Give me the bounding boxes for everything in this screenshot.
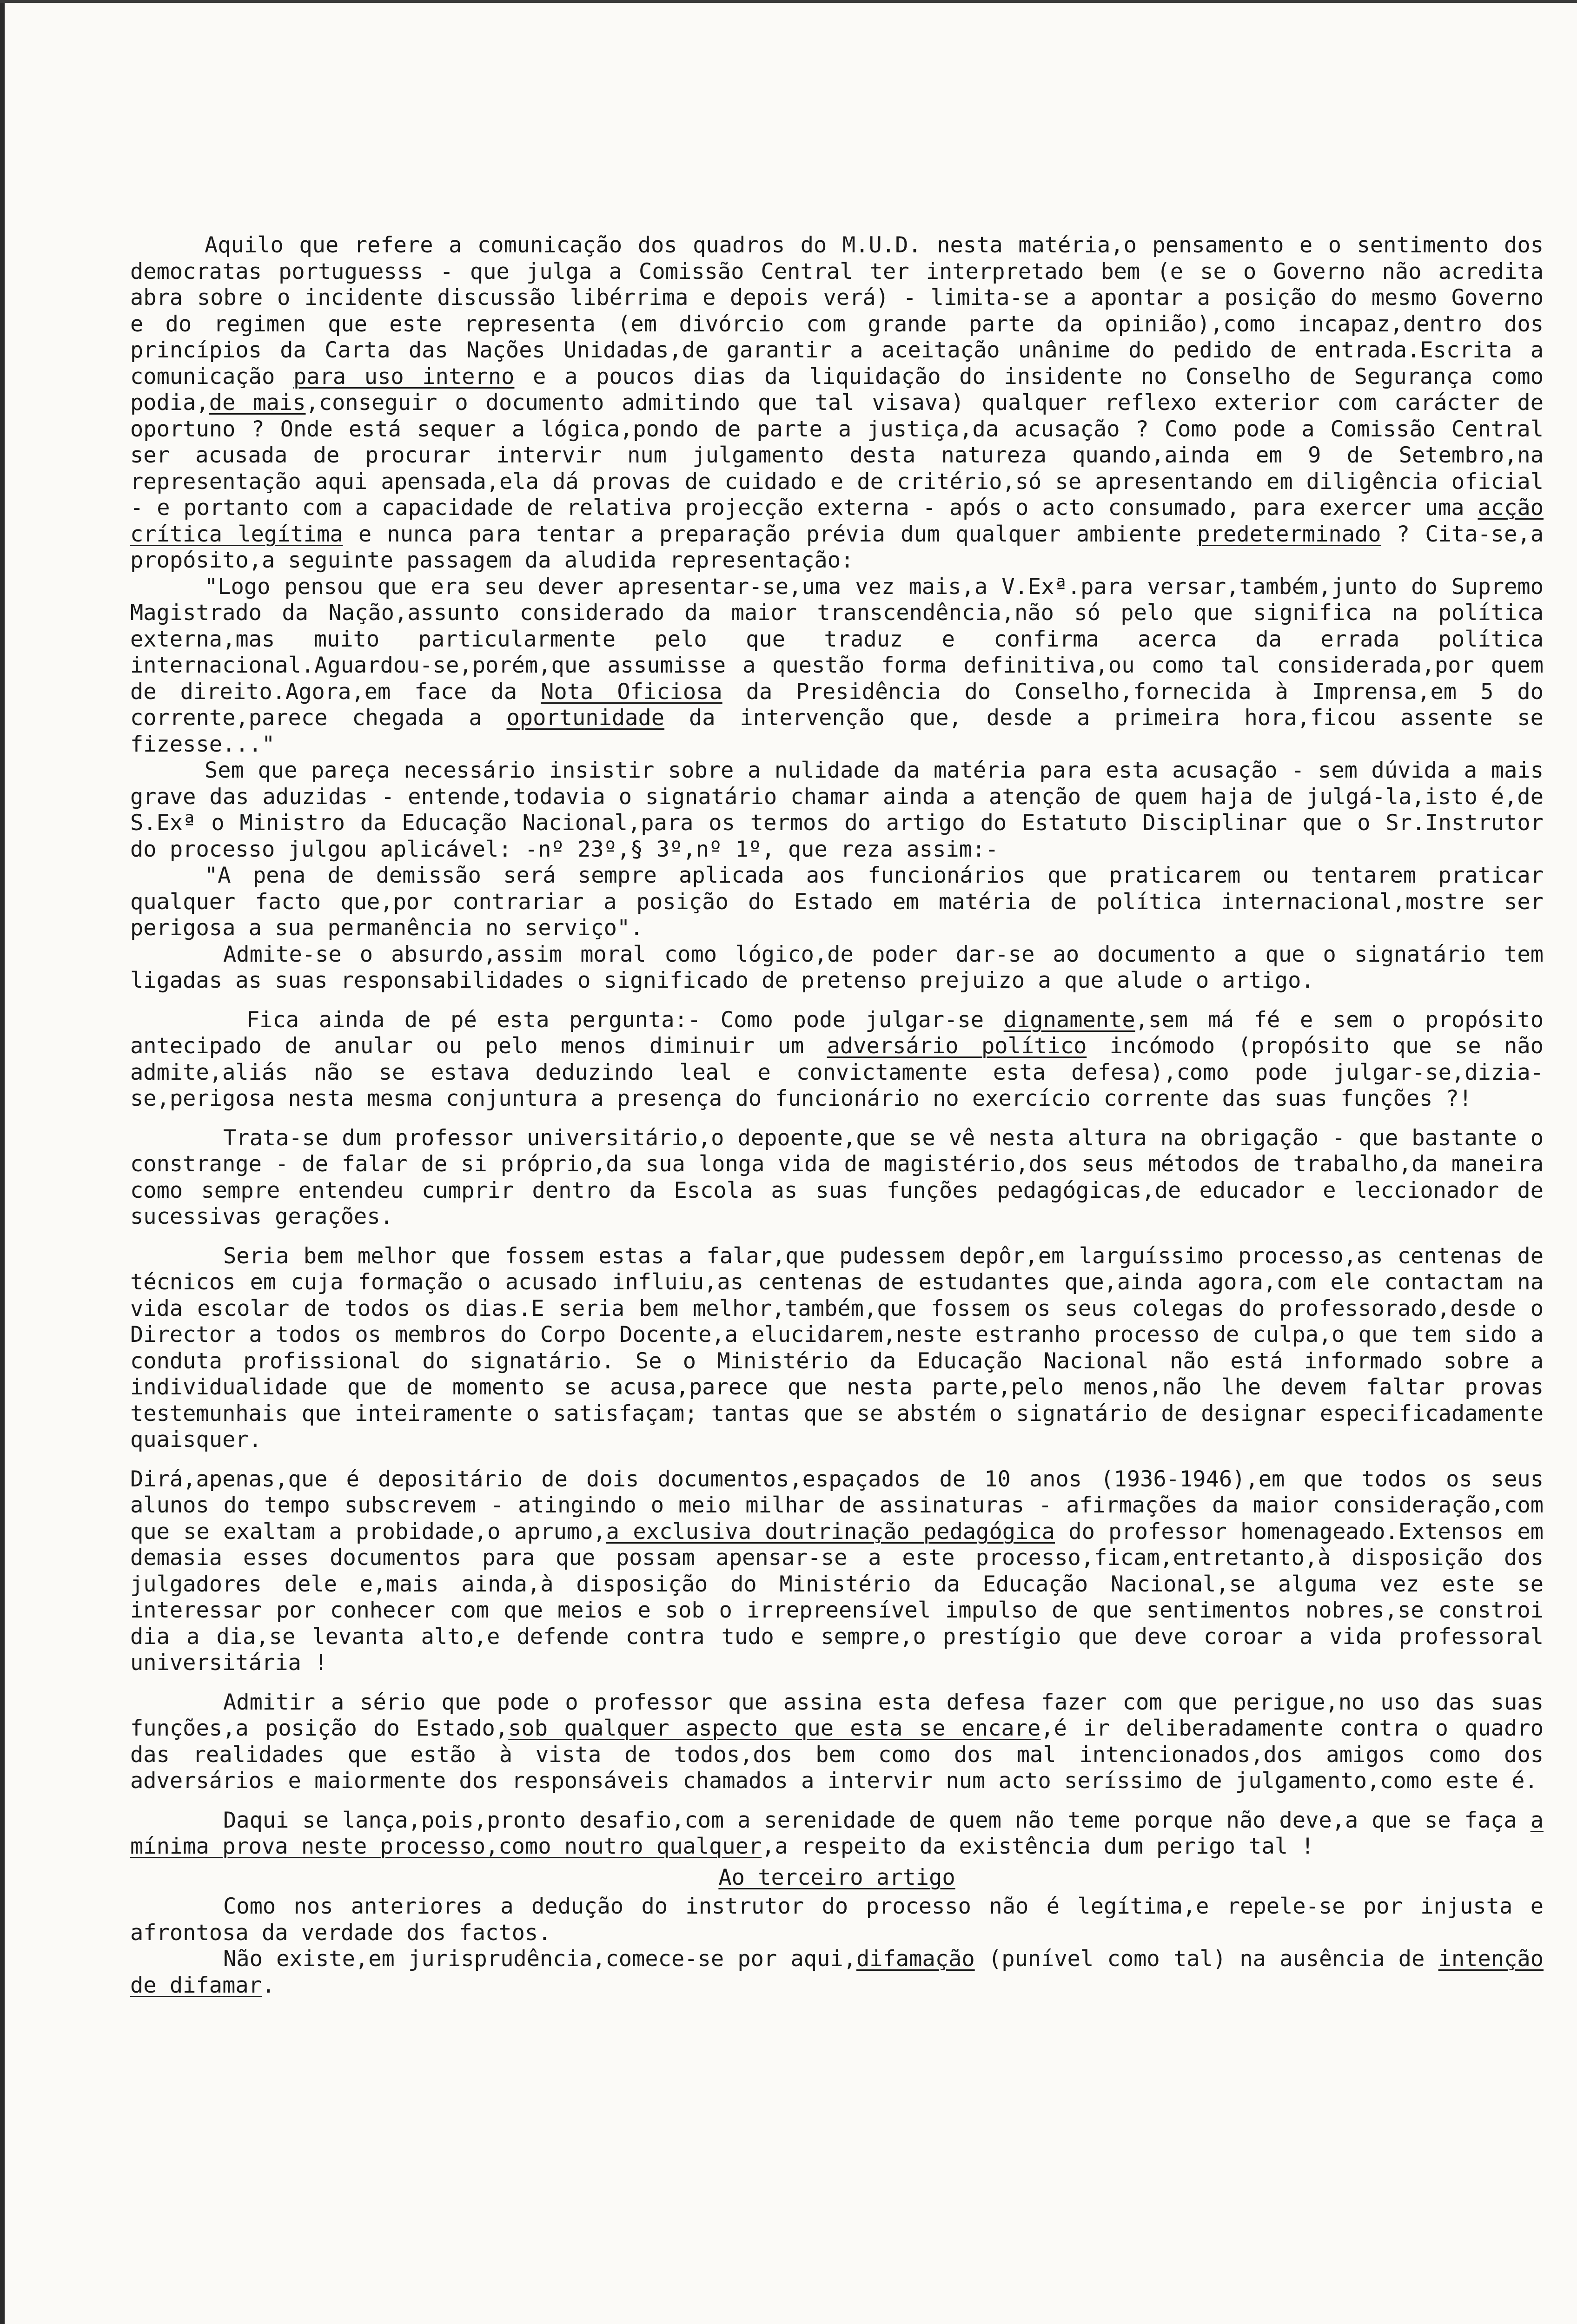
underlined-text: dignamente [1003,1007,1135,1033]
paragraph [130,942,1544,994]
text-segment: Admitir a sério que pode o professor que assina esta defesa fazer com que perigue,no uso das suas funções,a posição do Estado, [130,1689,1544,1741]
text-segment: e a poucos dias da liquidação do insidente no Conselho de Segurança como podia, [130,363,1544,416]
quoted-paragraph [130,574,1544,758]
underlined-text: acção crítica legítima [130,495,1544,547]
quoted-paragraph [130,863,1544,942]
text-segment: . [261,1972,275,1998]
text-segment: Aquilo que refere a comunicação dos quadros do M.U.D. nesta matéria,o pensamento e o sentimento dos democratas portuguesss - que julga a Comissão Central ter interpretado bem (e se o Governo não acredita abra sobre o incidente discussão libérrima e depois verá) - limita-se a apontar a posição do mesmo Governo e do regimen que este representa (em divórcio com grande parte da opinião),como incapaz,dentro dos princípios da Carta das Nações Unidadas,de garantir a aceitação unânime do pedido de entrada.Escrita a comunicação [130,232,1544,390]
paragraph [130,1690,1544,1795]
text-segment: ? Cita-se,a propósito,a seguinte passagem da aludida representação: [130,521,1544,573]
underlined-text: de mais [209,390,306,416]
paragraph [130,1946,1544,1999]
paragraph [130,1125,1544,1230]
text-segment: Como nos anteriores a dedução do instrutor do processo não é legítima,e repele-se por injusta e afrontosa da verdade dos factos. [130,1894,1544,1946]
underlined-text: Ao terceiro artigo [718,1864,955,1890]
underlined-text: a mínima prova neste processo,como noutro qualquer [130,1807,1544,1859]
text-segment: Admite-se o absurdo,assim moral como lógico,de poder dar-se ao documento a que o signatário tem ligadas as suas responsabilidades o significado de pretenso prejuizo a que alude o artigo. [130,941,1544,993]
section-heading [130,1865,1544,1891]
text-segment: Daqui se lança,pois,pronto desafio,com a serenidade de quem não teme porque não deve,a que se faça [223,1807,1531,1833]
text-segment: do professor homenageado.Extensos em demasia esses documentos para que possam apensar-se a este processo,ficam,entretanto,à disposição dos julgadores dele e,mais ainda,à disposição do Ministério da Educação Nacional,se alguma vez este se interessar por conhecer com que meios e sob o irrepreensível impulso de que sentimentos nobres,se constroi dia a dia,se levanta alto,e defende contra tudo e sempre,o prestígio que deve coroar a vida professoral universitária ! [130,1519,1544,1676]
paragraph [130,1007,1544,1112]
text-segment: ,sem má fé e sem o propósito antecipado de anular ou pelo menos diminuir um [130,1007,1544,1059]
underlined-text: difamação [856,1946,975,1972]
text-segment: ,é ir deliberadamente contra o quadro das realidades que estão à vista de todos,dos bem como dos mal intencionados,dos amigos como dos adversários e maiormente dos responsáveis chamados a intervir num acto seríssimo de julgamento,como este é. [130,1716,1544,1794]
underlined-text: adversário político [827,1033,1087,1059]
scan-edge-top [0,0,1577,3]
text-segment: da intervenção que, desde a primeira hora,ficou assente se fizesse..." [130,705,1544,757]
text-segment: Fica ainda de pé esta pergunta:- Como pode julgar-se [246,1007,1004,1033]
underlined-text: oportunidade [506,705,665,731]
text-segment: Sem que pareça necessário insistir sobre a nulidade da matéria para esta acusação - sem dúvida a mais grave das aduzidas - entende,todavia o signatário chamar ainda a atenção de quem haja de julgá-la,isto é,de S.Exª o Ministro da Educação Nacional,para os termos do artigo do Estatuto Disciplinar que o Sr.Instrutor do processo julgou aplicável: -nº 23º,§ 3º,nº 1º, que reza assim:- [130,758,1544,862]
paragraph [130,758,1544,863]
text-segment: "A pena de demissão será sempre aplicada aos funcionários que praticarem ou tentarem praticar qualquer facto que,por contrariar a posição do Estado em matéria de política internacional,mostre ser perigosa a sua permanência no serviço". [130,863,1544,941]
paragraph [130,1466,1544,1677]
text-segment: e nunca para tentar a preparação prévia dum qualquer ambiente [343,521,1197,547]
paragraph [130,1894,1544,1946]
document-body [130,232,1544,1999]
text-segment: da Presidência do Conselho,fornecida à Imprensa,em 5 do corrente,parece chegada a [130,679,1544,731]
text-segment: ,conseguir o documento admitindo que tal visava) qualquer reflexo exterior com carácter de oportuno ? Onde está sequer a lógica,pondo de parte a justiça,da acusação ? Como pode a Comissão Central ser acusada de procurar intervir num julgamento desta natureza quando,ainda em 9 de Setembro,na representação aqui apensada,ela dá provas de cuidado e de critério,só se apresentando em diligência oficial - e portanto com a capacidade de relativa projecção externa - após o acto consumado, para exercer uma [130,390,1544,521]
text-segment: Dirá,apenas,que é depositário de dois documentos,espaçados de 10 anos (1936-1946),em que todos os seus alunos do tempo subscrevem - atingindo o meio milhar de assinaturas - afirmações da maior consideração,com que se exaltam a probidade,o aprumo, [130,1466,1544,1545]
paragraph [130,1243,1544,1453]
text-segment: Não existe,em jurisprudência,comece-se por aqui, [223,1946,856,1972]
scan-edge-left [0,0,5,2324]
paragraph [130,1808,1544,1860]
text-segment: ,a respeito da existência dum perigo tal ! [762,1834,1314,1859]
underlined-text: para uso interno [293,363,515,390]
paragraph [130,232,1544,574]
underlined-text: a exclusiva doutrinação pedagógica [606,1519,1055,1545]
text-segment: Seria bem melhor que fossem estas a falar,que pudessem depôr,em larguíssimo processo,as centenas de técnicos em cuja formação o acusado influiu,as centenas de estudantes que,ainda agora,com ele contactam na vida escolar de todos os dias.E seria bem melhor,também,que fossem os seus colegas do professorado,desde o Director a todos os membros do Corpo Docente,a elucidarem,neste estranho processo de culpa,o que tem sido a conduta profissional do signatário. Se o Ministério da Educação Nacional não está informado sobre a individualidade que de momento se acusa,parece que nesta parte,pelo menos,não lhe devem faltar provas testemunhais que inteiramente o satisfaçam; tantas que se abstém o signatário de designar especificadamente quaisquer. [130,1243,1544,1452]
underlined-text: predeterminado [1197,521,1381,547]
text-segment: (punível como tal) na ausência de [974,1946,1438,1972]
text-segment: "Logo pensou que era seu dever apresentar-se,uma vez mais,a V.Exª.para versar,também,junto do Supremo Magistrado da Nação,assunto considerado da maior transcendência,não só pelo que significa na política externa,mas muito particularmente pelo que traduz e confirma acerca da errada política internacional.Aguardou-se,porém,que assumisse a questão forma definitiva,ou como tal considerada,por quem de direito.Agora,em face da [130,574,1544,705]
text-segment: Trata-se dum professor universitário,o depoente,que se vê nesta altura na obrigação - que bastante o constrange - de falar de si próprio,da sua longa vida de magistério,dos seus métodos de trabalho,da maneira como sempre entendeu cumprir dentro da Escola as suas funções pedagógicas,de educador e leccionador de sucessivas gerações. [130,1125,1544,1229]
text-segment: incómodo (propósito que se não admite,aliás não se estava deduzindo leal e convictamente esta defesa),como pode julgar-se,dizia-se,perigosa nesta mesma conjuntura a presença do funcionário no exercício corrente das suas funções ?! [130,1033,1544,1111]
underlined-text: sob qualquer aspecto que esta se encare [508,1716,1041,1741]
underlined-text: Nota Oficiosa [541,679,722,705]
underlined-text: intenção de difamar [130,1946,1544,1998]
